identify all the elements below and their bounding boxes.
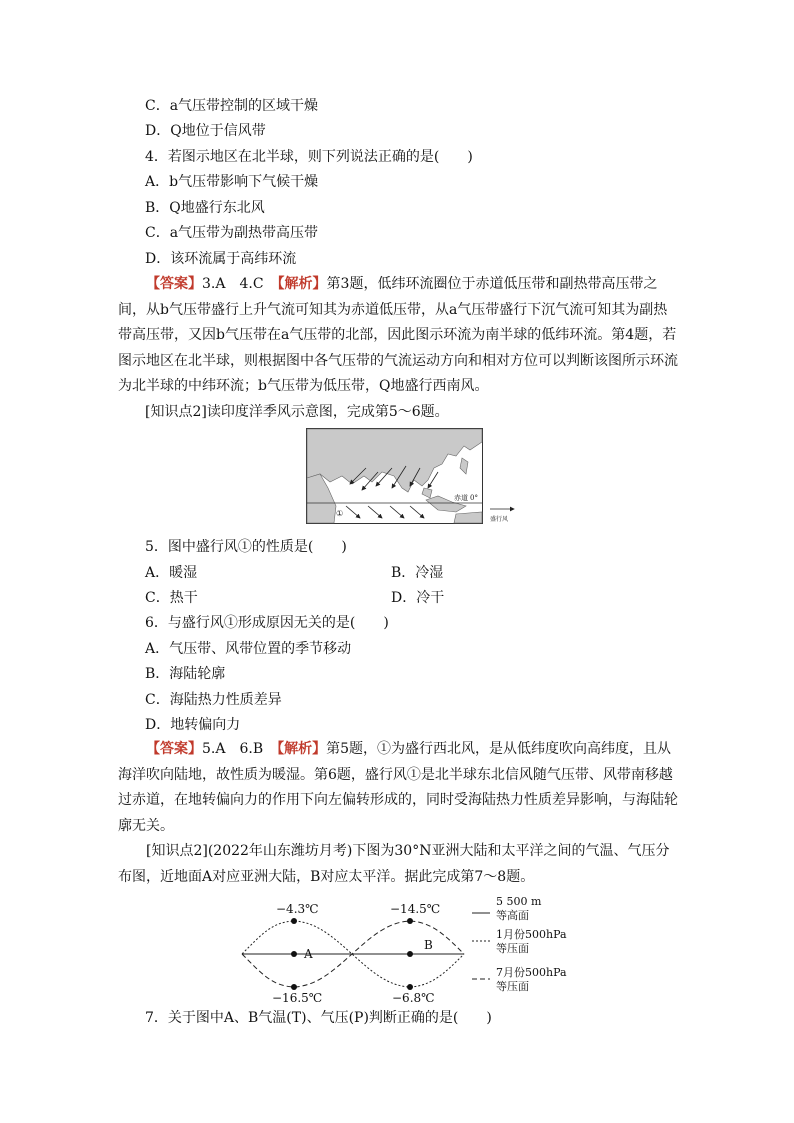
equator-degree: 0° [470,494,478,502]
q4-option-b: B．Q地盛行东北风 [145,200,265,216]
monsoon-map [306,428,518,524]
label-a: A [304,947,313,961]
q6-option-c: C．海陆热力性质差异 [145,692,282,708]
answer-block-1 [118,272,678,400]
section-header-2: [知识点2]读印度洋季风示意图，完成第5～6题。 [145,404,449,420]
q4-option-a: A．b气压带影响下气候干燥 [145,174,319,190]
answer-values: 3.A 4.C [202,276,278,292]
australia-landmass [454,512,482,523]
q5-option-b: B．冷湿 [391,565,444,581]
pressure-diagram-figure [232,896,592,1002]
q6-option-a: A．气压带、风带位置的季节移动 [145,641,352,657]
q5-option-a: A．暖湿 [145,565,198,581]
q5-option-c: C．热干 [145,590,198,606]
legend-jul-line1: 7月份500hPa [496,966,567,979]
legend-5500-line2: 等高面 [496,909,529,922]
q6-stem: 6．与盛行风①形成原因无关的是( ) [145,615,389,631]
equator-label: 赤道 [454,494,468,502]
point-b [407,951,413,957]
point-a [291,951,297,957]
monsoon-map-figure [306,428,518,524]
q5-option-d: D．冷干 [391,590,445,606]
answer-values: 5.A 6.B [202,741,278,757]
legend-label: 盛行风 [490,516,509,523]
legend-jan-line2: 等压面 [496,942,529,955]
analysis-label: 【解析】 [277,741,327,757]
pressure-diagram [232,896,592,1002]
temp-bottom-left: −16.5℃ [272,991,323,1002]
answer-label: 【答案】 [146,741,202,757]
q4-option-c: C．a气压带为副热带高压带 [145,225,319,241]
q4-option-d: D．该环流属于高纬环流 [145,251,297,267]
legend-5500-line1: 5 500 m [496,896,542,908]
analysis-text: 第3题，低纬环流圈位于赤道低压带和副热带高压带之间，从b气压带盛行上升气流可知其为赤道低压带，从a气压带盛行下沉气流可知其为副热带高压带，又因b气压带在a气压带的北部，因此图示环流为南半球的低纬环流。第4题，若图示地区在北半球，则根据图中各气压带的气流运动方向和相对方位可以判断该图所示环流为北半球的中纬环流；b气压带为低压带，Q地盛行西南风。 [118,276,678,394]
temp-top-right: −14.5℃ [390,902,441,916]
q3-option-d: D．Q地位于信风带 [145,123,266,139]
wind-marker-1: ① [336,509,344,518]
legend-jul-line2: 等压面 [496,980,529,993]
answer-block-2 [118,737,678,839]
temp-bottom-right: −6.8℃ [392,991,435,1002]
point-bottom-left [291,984,297,990]
section-header-3: [知识点2](2022年山东潍坊月考)下图为30°N亚洲大陆和太平洋之间的气温、气压分布图，近地面A对应亚洲大陆，B对应太平洋。据此完成第7～8题。 [118,843,670,885]
q5-stem: 5．图中盛行风①的性质是( ) [145,539,347,555]
point-bottom-right [407,984,413,990]
q4-stem: 4．若图示地区在北半球，则下列说法正确的是( ) [145,149,473,165]
answer-label: 【答案】 [146,276,202,292]
temp-top-left: −4.3℃ [276,902,319,916]
analysis-label: 【解析】 [277,276,327,292]
q7-stem: 7．关于图中A、B气温(T)、气压(P)判断正确的是( ) [145,1010,492,1026]
point-top-right [407,918,413,924]
label-b: B [424,938,433,952]
q6-option-b: B．海陆轮廓 [145,666,226,682]
q6-option-d: D．地转偏向力 [145,717,241,733]
legend-jan-line1: 1月份500hPa [496,928,567,941]
q3-option-c: C．a气压带控制的区域干燥 [145,98,319,114]
analysis-text: 第5题，①为盛行西北风，是从低纬度吹向高纬度，且从海洋吹向陆地，故性质为暖湿。第6题，盛行风①是北半球东北信风随气压带、风带南移越过赤道，在地转偏向力的作用下向左偏转形成的，同时受海陆热力性质差异影响，与海陆轮廓无关。 [118,741,678,834]
point-top-left [291,918,297,924]
